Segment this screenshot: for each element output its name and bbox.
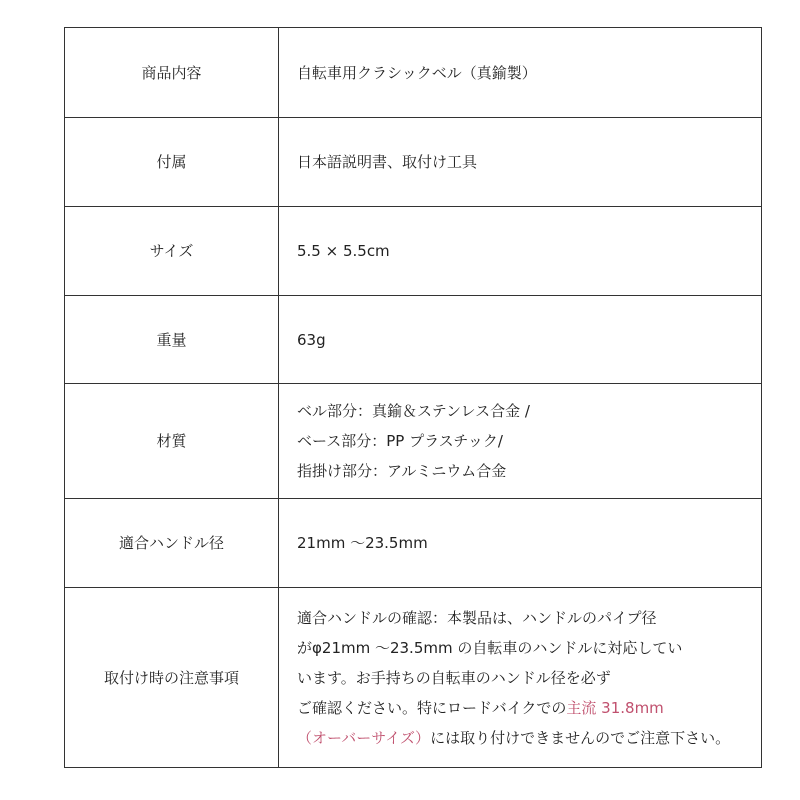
notes-highlight: （オーバーサイズ） <box>297 728 431 747</box>
table-row-mounting-notes <box>65 588 762 768</box>
row-value-mounting-notes <box>279 588 762 768</box>
row-value-contents: 自転車用クラシックベル（真鍮製） <box>279 28 762 118</box>
table-row-material <box>65 384 762 499</box>
table-row-weight <box>65 296 762 384</box>
row-label-mounting-notes: 取付け時の注意事項 <box>65 588 279 768</box>
notes-text: には取り付けできませんのでご注意下さい。 <box>430 728 731 747</box>
material-line: 指掛け部分：アルミニウム合金 <box>297 462 507 480</box>
row-label-size: サイズ <box>65 207 279 296</box>
table-row-accessories <box>65 118 762 207</box>
notes-line <box>297 693 761 723</box>
notes-line: 適合ハンドルの確認：本製品は、ハンドルのパイプ径 <box>297 608 657 627</box>
notes-text: ご確認ください。特にロードバイクでの <box>297 698 567 717</box>
material-line: ベル部分：真鍮＆ステンレス合金 / <box>297 402 530 420</box>
notes-line: がφ21mm ～23.5mm の自転車のハンドルに対応してい <box>297 638 683 657</box>
notes-highlight: 主流 31.8mm <box>566 698 664 717</box>
row-value-size: 5.5 × 5.5cm <box>279 207 762 296</box>
material-line: ベース部分：PP プラスチック/ <box>297 432 503 450</box>
row-label-accessories: 付属 <box>65 118 279 207</box>
row-label-contents: 商品内容 <box>65 28 279 118</box>
row-value-accessories: 日本語説明書、取付け工具 <box>279 118 762 207</box>
table-row-size <box>65 207 762 296</box>
row-label-material: 材質 <box>65 384 279 499</box>
row-value-material <box>279 384 762 499</box>
notes-line <box>297 723 761 753</box>
table-row-contents <box>65 28 762 118</box>
row-label-weight: 重量 <box>65 296 279 384</box>
row-label-handle-diameter: 適合ハンドル径 <box>65 499 279 588</box>
notes-line: います。お手持ちの自転車のハンドル径を必ず <box>297 668 611 687</box>
row-value-handle-diameter: 21mm ～23.5mm <box>279 499 762 588</box>
table-row-handle-diameter <box>65 499 762 588</box>
row-value-weight: 63g <box>279 296 762 384</box>
spec-table <box>64 27 762 768</box>
